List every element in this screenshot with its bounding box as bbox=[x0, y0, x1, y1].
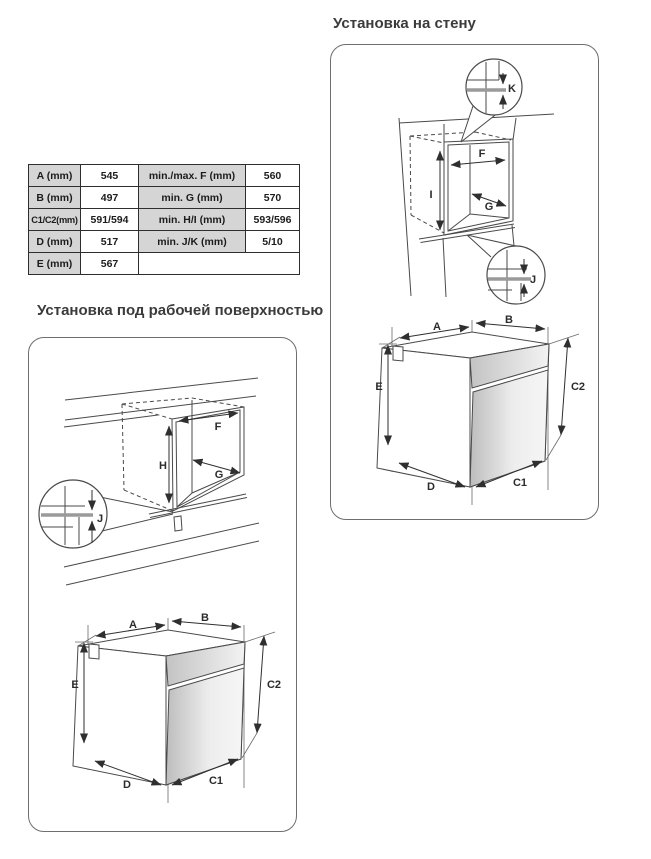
wall-mount-panel bbox=[330, 44, 599, 520]
callout-wedge-j bbox=[100, 497, 173, 531]
dim-label-cell: min. H/I (mm) bbox=[139, 209, 246, 231]
label-j: J bbox=[530, 274, 537, 286]
dim-label-cell: min./max. F (mm) bbox=[139, 165, 246, 187]
table-row bbox=[29, 165, 300, 187]
oven-side-face bbox=[377, 348, 470, 487]
oven-side-face bbox=[73, 646, 166, 785]
label-b: B bbox=[201, 612, 209, 624]
dim-label-cell: E (mm) bbox=[29, 253, 81, 275]
label-a: A bbox=[433, 321, 441, 333]
label-c2: C2 bbox=[266, 679, 282, 691]
label-c2: C2 bbox=[570, 381, 586, 393]
label-c1: C1 bbox=[208, 775, 224, 787]
dim-label-cell: A (mm) bbox=[29, 165, 81, 187]
under-worktop-panel bbox=[28, 337, 297, 832]
dim-value-cell: 5/10 bbox=[246, 231, 300, 253]
dim-label-cell: D (mm) bbox=[29, 231, 81, 253]
label-g: G bbox=[214, 469, 224, 481]
oven-body bbox=[73, 630, 245, 785]
dimension-arrow-c2 bbox=[257, 636, 264, 733]
oven-corner-notch bbox=[393, 346, 403, 361]
label-d: D bbox=[427, 481, 435, 493]
dim-label-cell: C1/C2(mm) bbox=[29, 209, 81, 231]
oven-body bbox=[377, 332, 549, 487]
table-row bbox=[29, 187, 300, 209]
dimension-arrow-f bbox=[179, 413, 238, 421]
dimension-arrow-f bbox=[451, 160, 505, 165]
dim-value-cell: 545 bbox=[81, 165, 139, 187]
dimensions-table bbox=[28, 164, 300, 275]
niche-frame bbox=[149, 400, 247, 518]
label-f: F bbox=[478, 148, 486, 160]
dim-label-cell: min. J/K (mm) bbox=[139, 231, 246, 253]
plinth-tab bbox=[174, 516, 182, 531]
oven-dimensions-diagram bbox=[29, 585, 295, 817]
label-e: E bbox=[375, 381, 383, 393]
label-h: H bbox=[159, 460, 167, 472]
dim-value-cell: 517 bbox=[81, 231, 139, 253]
label-c1: C1 bbox=[512, 477, 528, 489]
dimension-arrows bbox=[440, 151, 506, 230]
dim-value-cell: 593/596 bbox=[246, 209, 300, 231]
table-row bbox=[29, 209, 300, 231]
wall-niche-diagram bbox=[331, 47, 598, 309]
dim-value-cell: 591/594 bbox=[81, 209, 139, 231]
label-j: J bbox=[97, 513, 104, 525]
label-g: G bbox=[484, 201, 494, 213]
label-i: I bbox=[429, 189, 433, 201]
label-k: K bbox=[508, 83, 516, 95]
section-title-wall-mount: Установка на стену bbox=[333, 15, 476, 32]
label-f: F bbox=[214, 421, 222, 433]
dim-value-cell: 567 bbox=[81, 253, 139, 275]
label-b: B bbox=[505, 314, 513, 326]
dimension-arrow-c2 bbox=[561, 338, 568, 435]
dim-label-cell: min. G (mm) bbox=[139, 187, 246, 209]
oven-corner-notch bbox=[89, 644, 99, 659]
label-e: E bbox=[71, 679, 79, 691]
dim-label-cell: B (mm) bbox=[29, 187, 81, 209]
niche-hidden-edges bbox=[410, 132, 511, 233]
niche-frame bbox=[419, 139, 515, 243]
dim-value-cell: 560 bbox=[246, 165, 300, 187]
table-row bbox=[29, 253, 300, 275]
dim-value-cell: 497 bbox=[81, 187, 139, 209]
dim-empty-cell bbox=[139, 253, 300, 275]
table-row bbox=[29, 231, 300, 253]
label-a: A bbox=[129, 619, 137, 631]
label-d: D bbox=[123, 779, 131, 791]
section-title-under-worktop: Установка под рабочей поверхностью bbox=[37, 302, 324, 319]
dim-value-cell: 570 bbox=[246, 187, 300, 209]
under-worktop-diagram bbox=[29, 340, 295, 590]
dimension-arrows bbox=[169, 413, 240, 503]
oven-dimensions-diagram bbox=[333, 287, 598, 519]
